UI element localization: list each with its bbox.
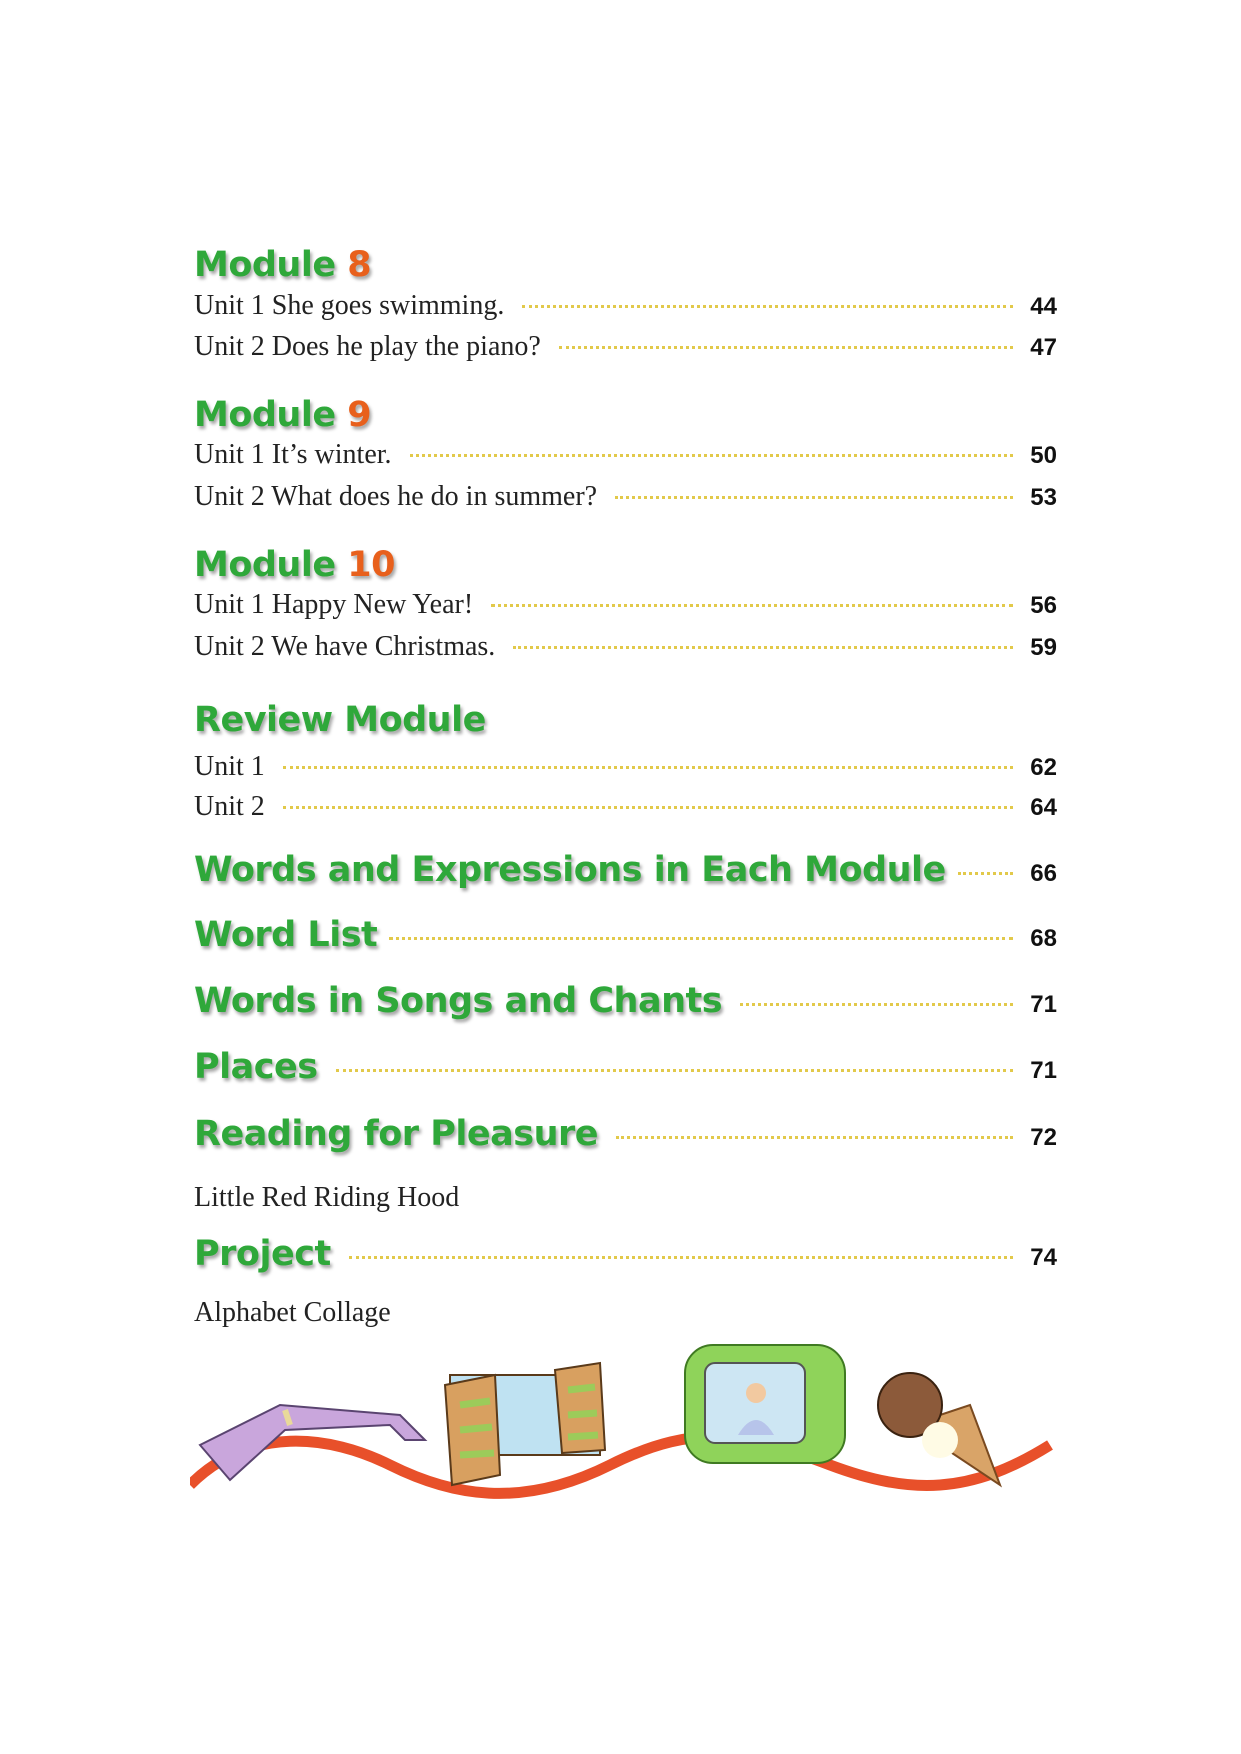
- page-number: 47: [1030, 334, 1057, 361]
- module-number: 8: [347, 245, 372, 285]
- toc-entry-words-expressions[interactable]: [194, 850, 1057, 890]
- heading-text: Module: [194, 545, 336, 585]
- toc-entry[interactable]: [194, 751, 1057, 783]
- dot-leader: [616, 1136, 1013, 1139]
- entry-heading: Places: [194, 1047, 318, 1087]
- page-number: 68: [1030, 925, 1057, 952]
- dot-leader: [522, 305, 1013, 308]
- page-number: 66: [1030, 860, 1057, 887]
- page-number: 53: [1030, 484, 1057, 511]
- page-number: 72: [1030, 1124, 1057, 1151]
- dot-leader: [283, 806, 1013, 809]
- dot-leader: [349, 1256, 1013, 1259]
- toc-entry[interactable]: [194, 439, 1057, 471]
- toc-entry[interactable]: [194, 589, 1057, 621]
- toc-entry-reading[interactable]: [194, 1114, 1057, 1154]
- page-number: 74: [1030, 1244, 1057, 1271]
- module-number: 10: [347, 545, 395, 585]
- entry-label: Unit 2 We have Christmas.: [194, 631, 496, 662]
- dot-leader: [336, 1069, 1013, 1072]
- dot-leader: [410, 454, 1013, 457]
- page-number: 71: [1030, 1057, 1057, 1084]
- toc-entry[interactable]: [194, 631, 1057, 663]
- toc-entry-places[interactable]: [194, 1047, 1057, 1087]
- dot-leader: [740, 1003, 1013, 1006]
- entry-heading: Word List: [194, 915, 378, 955]
- dot-leader: [491, 604, 1013, 607]
- heading-text: Module: [194, 245, 336, 285]
- module-10-heading: [194, 545, 1057, 585]
- dot-leader: [513, 646, 1013, 649]
- page-number: 64: [1030, 794, 1057, 821]
- dot-leader: [389, 937, 1013, 940]
- entry-label: Unit 2 Does he play the piano?: [194, 331, 541, 362]
- heading-text: Module: [194, 395, 336, 435]
- entry-label: Unit 2: [194, 791, 265, 822]
- toc-entry-songs-chants[interactable]: [194, 981, 1057, 1021]
- entry-label: Unit 2 What does he do in summer?: [194, 481, 598, 512]
- toc-entry[interactable]: [194, 481, 1057, 513]
- page-number: 44: [1030, 293, 1057, 320]
- entry-heading: Project: [194, 1234, 331, 1274]
- entry-label: Unit 1 Happy New Year!: [194, 589, 474, 620]
- red-wave: [190, 1437, 1050, 1494]
- entry-label: Unit 1 It’s winter.: [194, 439, 392, 470]
- window-icon: [445, 1363, 605, 1485]
- page-number: 56: [1030, 592, 1057, 619]
- entry-heading: Reading for Pleasure: [194, 1114, 598, 1154]
- page-number: 71: [1030, 991, 1057, 1018]
- reading-subtitle: Little Red Riding Hood: [194, 1182, 460, 1213]
- toc-entry[interactable]: [194, 331, 1057, 363]
- tv-icon: [685, 1345, 845, 1463]
- page-number: 62: [1030, 754, 1057, 781]
- toc-entry[interactable]: [194, 791, 1057, 823]
- project-subtitle: Alphabet Collage: [194, 1297, 391, 1328]
- module-number: 9: [347, 395, 372, 435]
- entry-label: Unit 1: [194, 751, 265, 782]
- review-module-heading: [194, 700, 1057, 740]
- dot-leader: [615, 496, 1013, 499]
- toc-entry[interactable]: [194, 290, 1057, 322]
- entry-heading: Words and Expressions in Each Module: [194, 850, 946, 890]
- module-8-heading: [194, 245, 1057, 285]
- heading-text: Review Module: [194, 700, 486, 740]
- entry-heading: Words in Songs and Chants: [194, 981, 723, 1021]
- page-number: 59: [1030, 634, 1057, 661]
- toc-entry-project[interactable]: [194, 1234, 1057, 1274]
- entry-label: Unit 1 She goes swimming.: [194, 290, 505, 321]
- page-number: 50: [1030, 442, 1057, 469]
- decorative-illustration: [190, 1335, 1060, 1505]
- dot-leader: [559, 346, 1013, 349]
- module-9-heading: [194, 395, 1057, 435]
- toc-entry-word-list[interactable]: [194, 915, 1057, 955]
- ice-cream-icon: [878, 1373, 1000, 1485]
- dot-leader: [958, 872, 1013, 875]
- dot-leader: [283, 766, 1013, 769]
